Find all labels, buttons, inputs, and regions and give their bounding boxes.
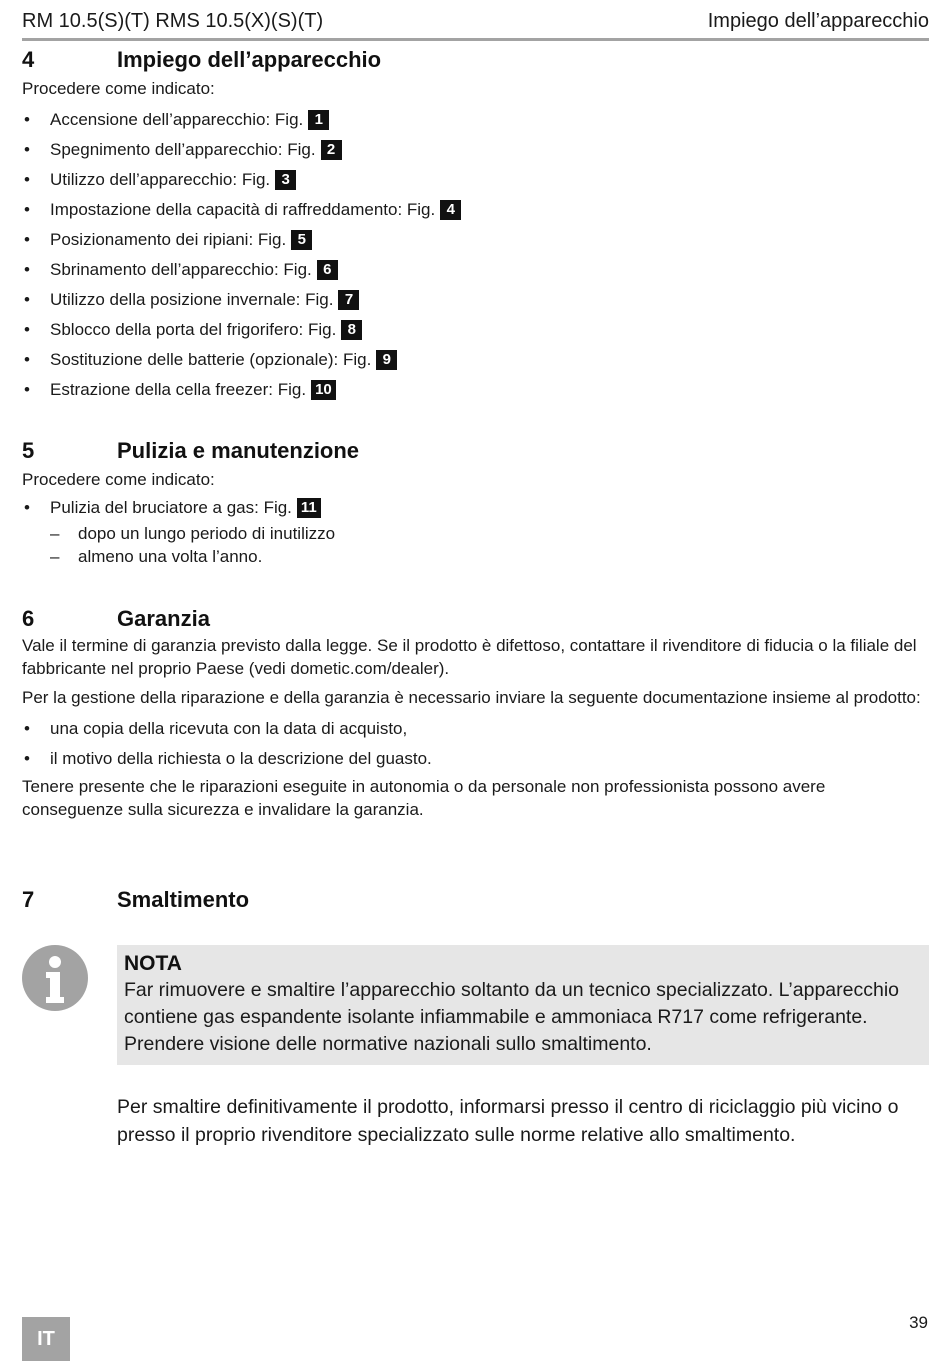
list-item-text: Pulizia del bruciatore a gas: Fig.: [50, 498, 292, 517]
warranty-paragraph: Per la gestione della riparazione e della garanzia è necessario inviare la seguente documentazione insieme al prodotto:: [22, 688, 921, 707]
section-warranty: [22, 604, 929, 827]
figure-ref: 4: [440, 200, 461, 220]
list-item: [22, 195, 929, 225]
section-number: 5: [22, 438, 35, 463]
figure-ref: 2: [321, 140, 342, 160]
bullet-icon: •: [24, 350, 30, 369]
section-title: Smaltimento: [117, 887, 250, 912]
sublist-item: [50, 545, 929, 568]
bullet-icon: •: [24, 290, 30, 309]
section-usage: [22, 45, 929, 405]
list-item-text: una copia della ricevuta con la data di acquisto,: [50, 719, 408, 738]
list-item: [22, 105, 929, 135]
note-text: Far rimuovere e smaltire l’apparecchio soltanto da un tecnico specializzato. L’apparecchio contiene gas espandente isolante infiammabile e ammoniaca R717 come refrigerante. Prendere visione delle normative nazionali sullo smaltimento.: [124, 979, 899, 1055]
page-header: [22, 6, 929, 41]
list-item: [22, 496, 929, 522]
list-item-text: Utilizzo della posizione invernale: Fig.: [50, 290, 334, 309]
list-item: [22, 135, 929, 165]
section-number: 7: [22, 887, 35, 912]
list-item-text: Sostituzione delle batterie (opzionale): Fig.: [50, 350, 372, 369]
section-disposal: [22, 885, 929, 915]
cleaning-list: [22, 496, 929, 522]
info-icon: [22, 945, 88, 1011]
list-item: [22, 165, 929, 195]
section-title: Garanzia: [117, 606, 210, 631]
section-heading: [22, 436, 929, 466]
sublist-item-text: dopo un lungo periodo di inutilizzo: [78, 524, 336, 543]
warranty-paragraph: Tenere presente che le riparazioni eseguite in autonomia o da personale non professionista possono avere conseguenze sulla sicurezza e invalidare la garanzia.: [22, 777, 826, 819]
list-item: [22, 225, 929, 255]
bullet-icon: •: [24, 170, 30, 189]
section-number: 6: [22, 606, 35, 631]
bullet-icon: •: [24, 140, 30, 159]
bullet-icon: •: [24, 230, 30, 249]
page-number: 39: [909, 1313, 928, 1332]
list-item: [22, 315, 929, 345]
section-heading: [22, 45, 929, 75]
disposal-paragraph: Per smaltire definitivamente il prodotto, informarsi presso il centro di riciclaggio più vicino o presso il proprio rivenditore specializzato sulle norme relative allo smaltimento.: [117, 1096, 899, 1146]
section-heading: [22, 885, 929, 915]
warranty-list: [22, 715, 929, 775]
figure-ref: 11: [297, 498, 321, 518]
usage-list: [22, 105, 929, 405]
dash-icon: –: [50, 524, 60, 543]
bullet-icon: •: [24, 719, 30, 738]
figure-ref: 9: [376, 350, 397, 370]
header-chapter: Impiego dell’apparecchio: [707, 10, 929, 32]
list-item: [22, 285, 929, 315]
list-item-text: Accensione dell’apparecchio: Fig.: [50, 110, 304, 129]
list-item: [22, 715, 929, 745]
figure-ref: 1: [308, 110, 329, 130]
bullet-icon: •: [24, 260, 30, 279]
note-title: NOTA: [124, 952, 182, 975]
list-item-text: Estrazione della cella freezer: Fig.: [50, 380, 307, 399]
list-item-text: Sblocco della porta del frigorifero: Fig.: [50, 320, 337, 339]
section-title: Impiego dell’apparecchio: [117, 47, 382, 72]
list-item-text: il motivo della richiesta o la descrizione del guasto.: [50, 749, 432, 768]
section-intro: Procedere come indicato:: [22, 79, 215, 98]
section-number: 4: [22, 47, 35, 72]
list-item: [22, 375, 929, 405]
bullet-icon: •: [24, 200, 30, 219]
sublist-item: [50, 522, 929, 545]
section-heading: [22, 604, 929, 634]
figure-ref: 3: [275, 170, 296, 190]
list-item-text: Impostazione della capacità di raffreddamento: Fig.: [50, 200, 436, 219]
language-badge: IT: [22, 1317, 70, 1361]
section-intro: Procedere come indicato:: [22, 470, 215, 489]
warranty-paragraph: Vale il termine di garanzia previsto dalla legge. Se il prodotto è difettoso, contattare il rivenditore di fiducia o la filiale del fabbricante nel proprio Paese (vedi dometic.com/dealer).: [22, 636, 917, 678]
bullet-icon: •: [24, 498, 30, 517]
bullet-icon: •: [24, 380, 30, 399]
bullet-icon: •: [24, 749, 30, 768]
dash-icon: –: [50, 547, 60, 566]
list-item-text: Utilizzo dell’apparecchio: Fig.: [50, 170, 271, 189]
cleaning-sublist: [22, 522, 929, 568]
section-title: Pulizia e manutenzione: [117, 438, 360, 463]
list-item: [22, 345, 929, 375]
section-cleaning: [22, 436, 929, 568]
bullet-icon: •: [24, 110, 30, 129]
list-item: [22, 745, 929, 775]
figure-ref: 10: [311, 380, 336, 400]
figure-ref: 5: [291, 230, 312, 250]
list-item-text: Sbrinamento dell’apparecchio: Fig.: [50, 260, 312, 279]
sublist-item-text: almeno una volta l’anno.: [78, 547, 263, 566]
figure-ref: 6: [317, 260, 338, 280]
list-item-text: Posizionamento dei ripiani: Fig.: [50, 230, 287, 249]
bullet-icon: •: [24, 320, 30, 339]
list-item-text: Spegnimento dell’apparecchio: Fig.: [50, 140, 316, 159]
figure-ref: 8: [341, 320, 362, 340]
header-model: RM 10.5(S)(T) RMS 10.5(X)(S)(T): [22, 10, 324, 32]
note-box: [117, 945, 929, 1065]
figure-ref: 7: [338, 290, 359, 310]
list-item: [22, 255, 929, 285]
